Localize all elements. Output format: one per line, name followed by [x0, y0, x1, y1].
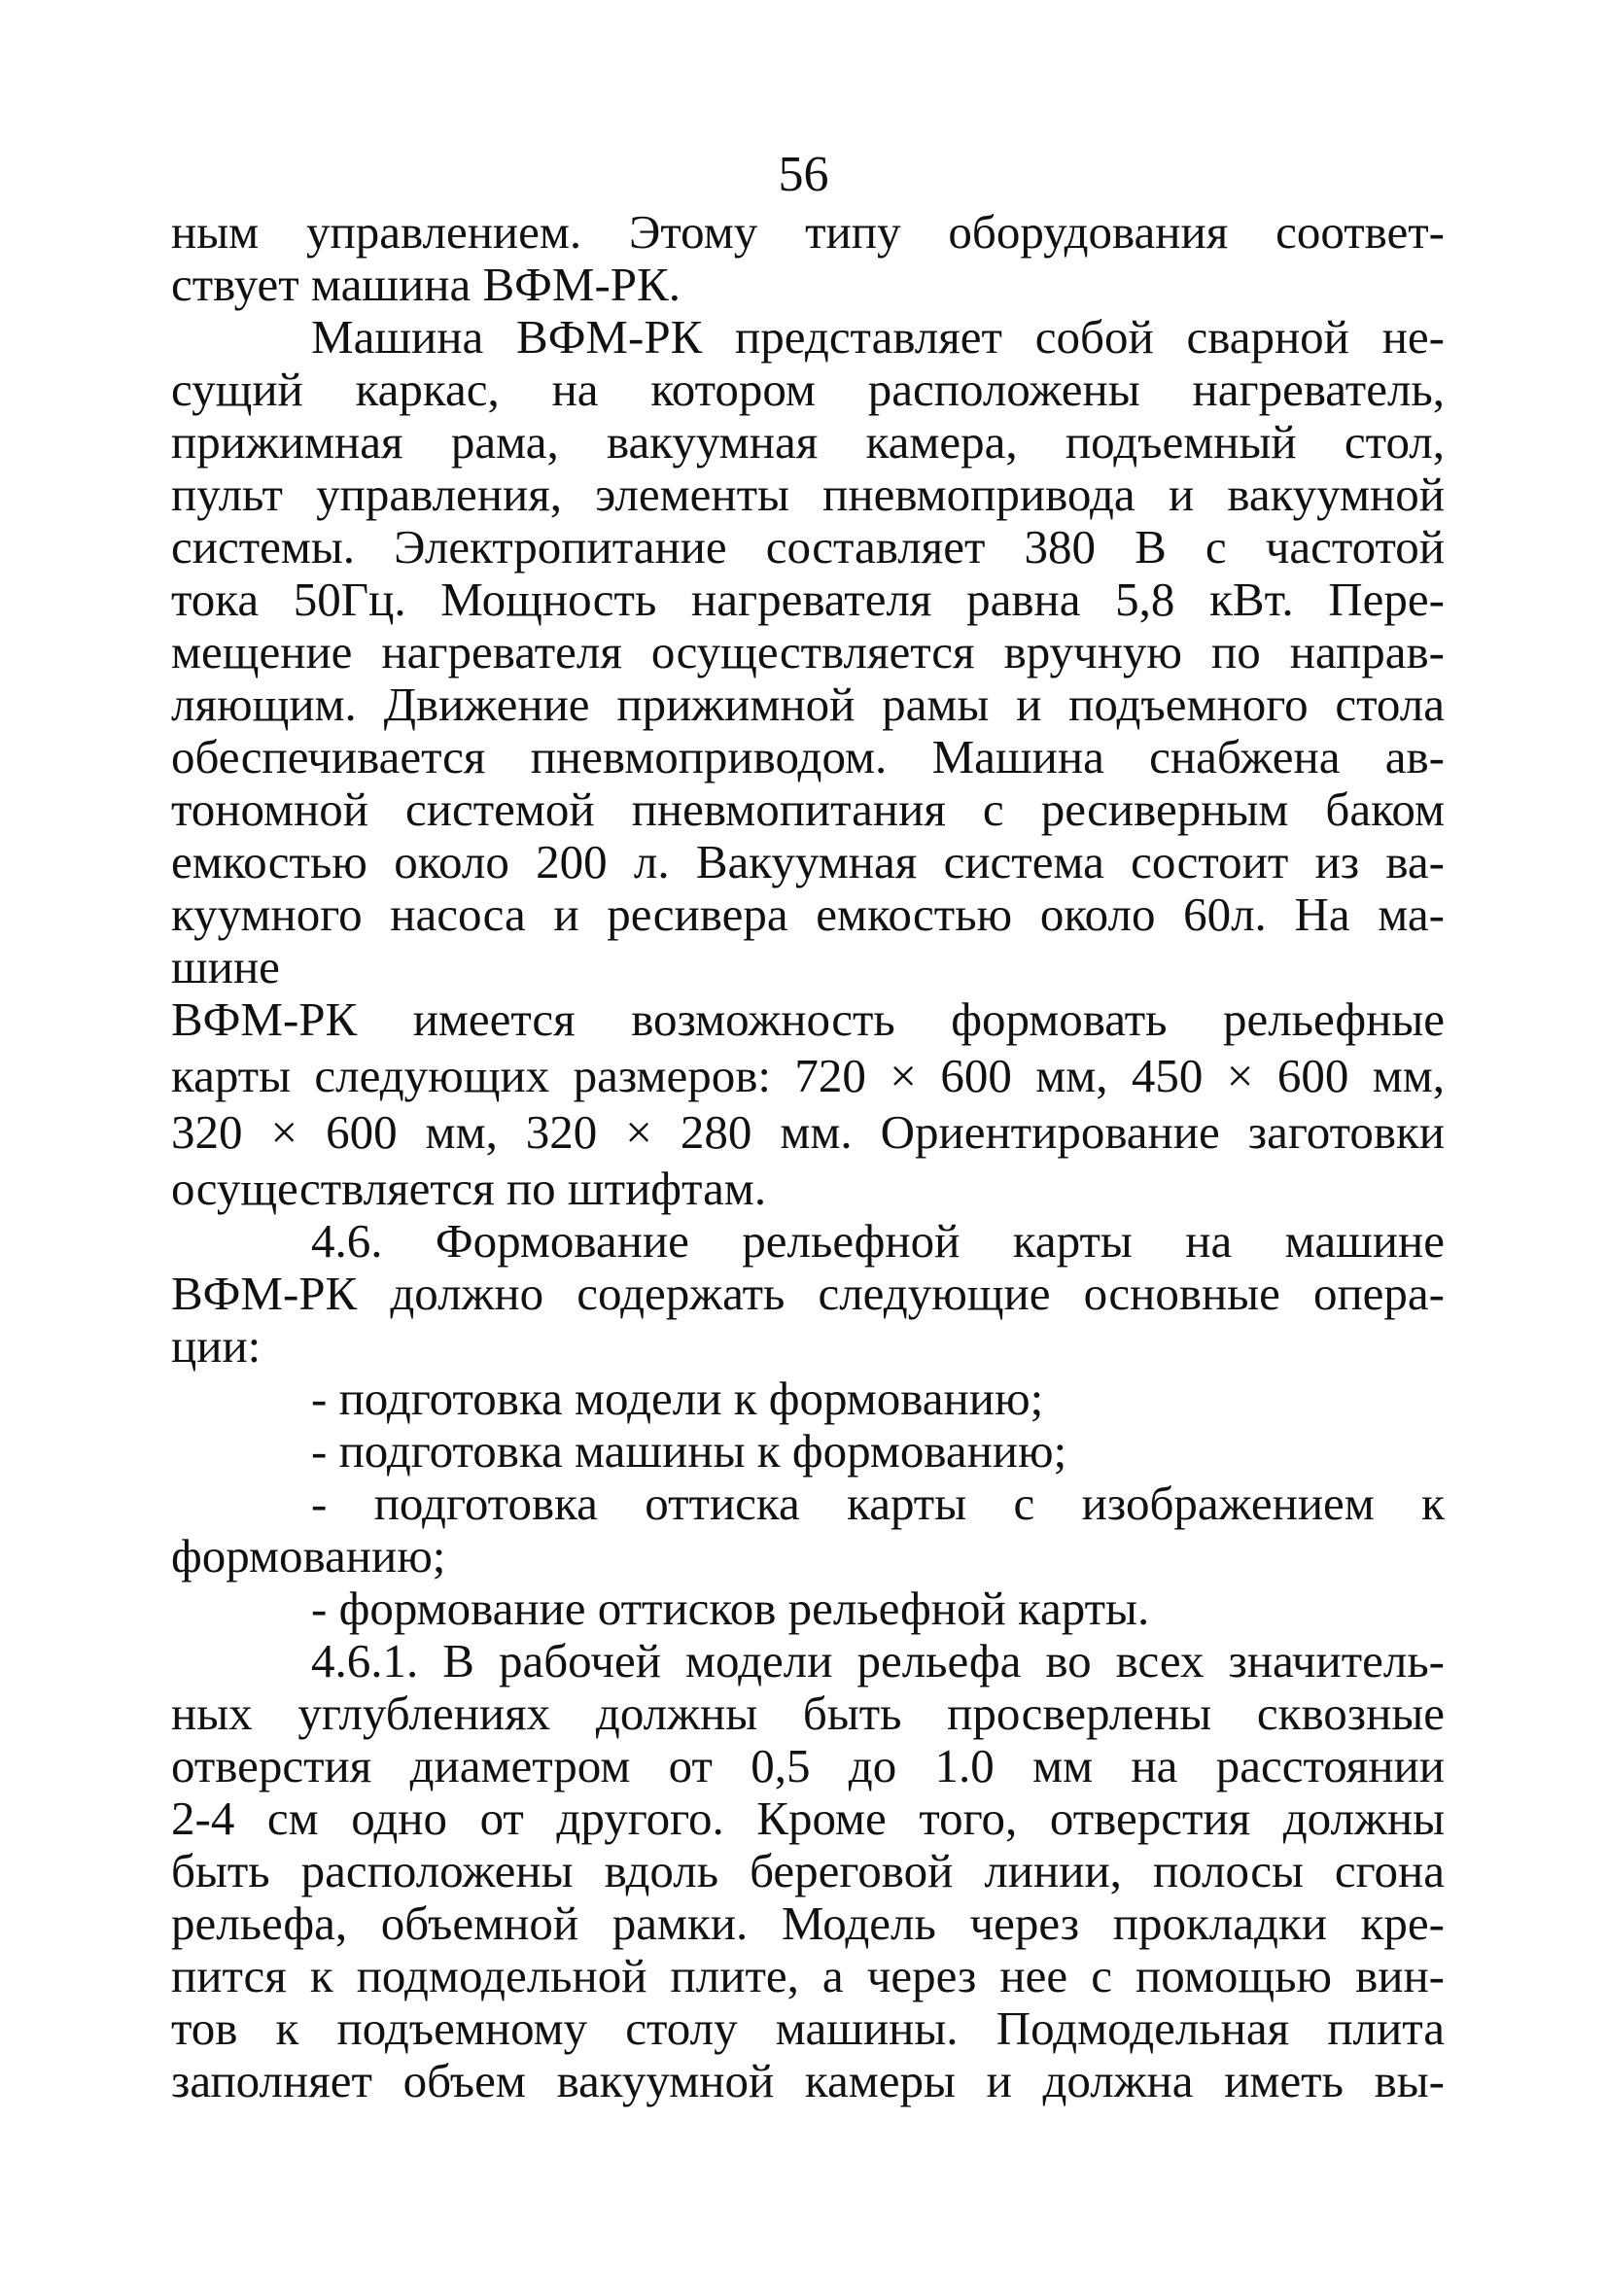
- text-line: 320 × 600 мм, 320 × 280 мм. Ориентирование заготовки: [171, 1105, 1445, 1159]
- text-line: шине: [171, 940, 280, 993]
- text-line: мещение нагревателя осуществляется вручную по направ-: [171, 625, 1445, 678]
- list-item: - формование оттисков рельефной карты.: [311, 1582, 1150, 1635]
- text-line: тономной системой пневмопитания с ресиверным баком: [171, 783, 1445, 836]
- text-line: ляющим. Движение прижимной рамы и подъемного стола: [171, 678, 1445, 731]
- paragraph-first-line: 4.6. Формование рельефной карты на машине: [311, 1214, 1445, 1268]
- text-line: осуществляется по штифтам.: [171, 1162, 767, 1215]
- paragraph-first-line: Машина ВФМ-РК представляет собой сварной не-: [311, 310, 1445, 364]
- text-line: быть расположены вдоль береговой линии, полосы сгона: [171, 1844, 1445, 1897]
- body-text: [171, 206, 1445, 2107]
- text-line: ции:: [171, 1319, 262, 1373]
- text-line: сущий каркас, на котором расположены нагреватель,: [171, 363, 1445, 416]
- text-line: заполняет объем вакуумной камеры и должна иметь вы-: [171, 2054, 1445, 2107]
- text-line: ствует машина ВФМ-РК.: [171, 258, 681, 311]
- text-line: ВФМ-РК имеется возможность формовать рельефные: [171, 992, 1445, 1046]
- text-line: обеспечивается пневмоприводом. Машина снабжена ав-: [171, 730, 1445, 783]
- list-item: - подготовка оттиска карты с изображением к: [311, 1477, 1445, 1530]
- text-line: ВФМ-РК должно содержать следующие основные опера-: [171, 1267, 1445, 1320]
- text-line: тока 50Гц. Мощность нагревателя равна 5,8 кВт. Пере-: [171, 573, 1445, 626]
- text-line: 2-4 см одно от другого. Кроме того, отверстия должны: [171, 1792, 1445, 1845]
- text-line: пится к подмодельной плите, а через нее с помощью вин-: [171, 1949, 1445, 2002]
- text-line: пульт управления, элементы пневмопривода и вакуумной: [171, 468, 1445, 521]
- text-line: куумного насоса и ресивера емкостью около 60л. На ма-: [171, 887, 1445, 941]
- page-number: 56: [778, 147, 829, 202]
- text-line: системы. Электропитание составляет 380 В с частотой: [171, 520, 1445, 574]
- text-line: формованию;: [171, 1529, 446, 1583]
- text-line: отверстия диаметром от 0,5 до 1.0 мм на расстоянии: [171, 1739, 1445, 1792]
- text-line: ным управлением. Этому типу оборудования соответ-: [171, 205, 1445, 259]
- list-item: - подготовка машины к формованию;: [311, 1424, 1067, 1478]
- list-item: - подготовка модели к формованию;: [311, 1372, 1044, 1425]
- text-line: емкостью около 200 л. Вакуумная система состоит из ва-: [171, 835, 1445, 888]
- text-line: прижимная рама, вакуумная камера, подъемный стол,: [171, 415, 1445, 469]
- text-line: рельефа, объемной рамки. Модель через прокладки кре-: [171, 1896, 1445, 1950]
- text-line: карты следующих размеров: 720 × 600 мм, 450 × 600 мм,: [171, 1049, 1445, 1102]
- text-line: тов к подъемному столу машины. Подмодельная плита: [171, 2001, 1445, 2055]
- text-line: ных углублениях должны быть просверлены сквозные: [171, 1687, 1445, 1740]
- paragraph-first-line: 4.6.1. В рабочей модели рельефа во всех значитель-: [311, 1634, 1445, 1687]
